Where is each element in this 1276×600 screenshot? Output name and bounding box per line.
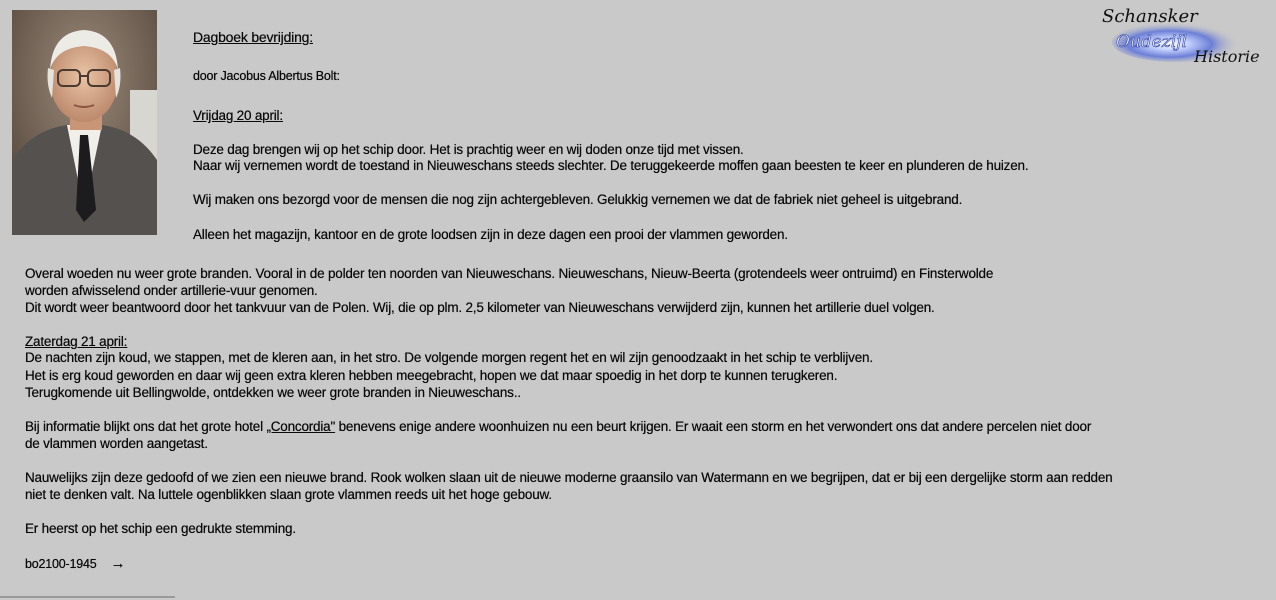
divider bbox=[0, 596, 175, 598]
paragraph: De nachten zijn koud, we stappen, met de kleren aan, in het stro. De volgende morgen regent het en wil zijn genoodzaakt in het schip te verblijven. bbox=[25, 350, 873, 365]
paragraph: Terugkomende uit Bellingwolde, ontdekken we weer grote branden in Nieuweschans.. bbox=[25, 385, 521, 400]
svg-text:Oudezijl: Oudezijl bbox=[1116, 32, 1187, 52]
concordia-link[interactable]: „Concordia" bbox=[266, 419, 336, 434]
paragraph: niet te denken valt. Na luttele ogenblikken slaan grote vlammen reeds uit het hoge gebouw. bbox=[25, 487, 552, 502]
paragraph: de vlammen worden aangetast. bbox=[25, 436, 208, 451]
paragraph: Dit wordt weer beantwoord door het tankvuur van de Polen. Wij, die op plm. 2,5 kilometer van Nieuweschans verwijderd zijn, kunnen het artillerie duel volgen. bbox=[25, 300, 935, 315]
paragraph: Overal woeden nu weer grote branden. Vooral in de polder ten noorden van Nieuweschans. Nieuweschans, Nieuw-Beerta (grotendeels weer ontruimd) en Finsterwolde bbox=[25, 266, 994, 281]
paragraph: Naar wij vernemen wordt de toestand in Nieuweschans steeds slechter. De teruggekeerde moffen gaan beesten te keer en plunderen de huizen. bbox=[193, 158, 1029, 173]
page-code: bo2100-1945 bbox=[25, 557, 97, 571]
paragraph-text: benevens enige andere woonhuizen nu een beurt krijgen. Er waait een storm en het verwondert ons dat andere percelen niet door bbox=[335, 419, 1092, 434]
paragraph bbox=[25, 419, 1091, 435]
entry-date-friday: Vrijdag 20 april: bbox=[193, 108, 283, 123]
page-title: Dagboek bevrijding: bbox=[193, 29, 313, 45]
portrait-photo bbox=[12, 10, 157, 235]
author-line: door Jacobus Albertus Bolt: bbox=[193, 69, 340, 83]
svg-text:Historie: Historie bbox=[1194, 47, 1260, 66]
svg-text:Schansker: Schansker bbox=[1102, 6, 1198, 27]
footer-nav bbox=[25, 556, 125, 572]
entry-date-saturday: Zaterdag 21 april: bbox=[25, 334, 128, 349]
paragraph: Alleen het magazijn, kantoor en de grote loodsen zijn in deze dagen een prooi der vlammen geworden. bbox=[193, 227, 788, 242]
paragraph: Nauwelijks zijn deze gedoofd of we zien een nieuwe brand. Rook wolken slaan uit de nieuwe moderne graansilo van Watermann en we begrijpen, dat er bij een dergelijke storm aan redden bbox=[25, 470, 1113, 485]
paragraph: Het is erg koud geworden en daar wij geen extra kleren hebben meegebracht, hopen we dat maar spoedig in het dorp te kunnen terugkeren. bbox=[25, 368, 838, 383]
schansker-oudezijl-logo[interactable] bbox=[1098, 4, 1270, 70]
paragraph: Wij maken ons bezorgd voor de mensen die nog zijn achtergebleven. Gelukkig vernemen we dat de fabriek niet geheel is uitgebrand. bbox=[193, 192, 963, 207]
arrow-right-icon[interactable]: → bbox=[110, 555, 126, 572]
paragraph-text: Bij informatie blijkt ons dat het grote hotel bbox=[25, 419, 267, 434]
paragraph: Deze dag brengen wij op het schip door. Het is prachtig weer en wij doden onze tijd met vissen. bbox=[193, 142, 744, 157]
paragraph: Er heerst op het schip een gedrukte stemming. bbox=[25, 521, 296, 536]
paragraph: worden afwisselend onder artillerie-vuur genomen. bbox=[25, 283, 318, 298]
